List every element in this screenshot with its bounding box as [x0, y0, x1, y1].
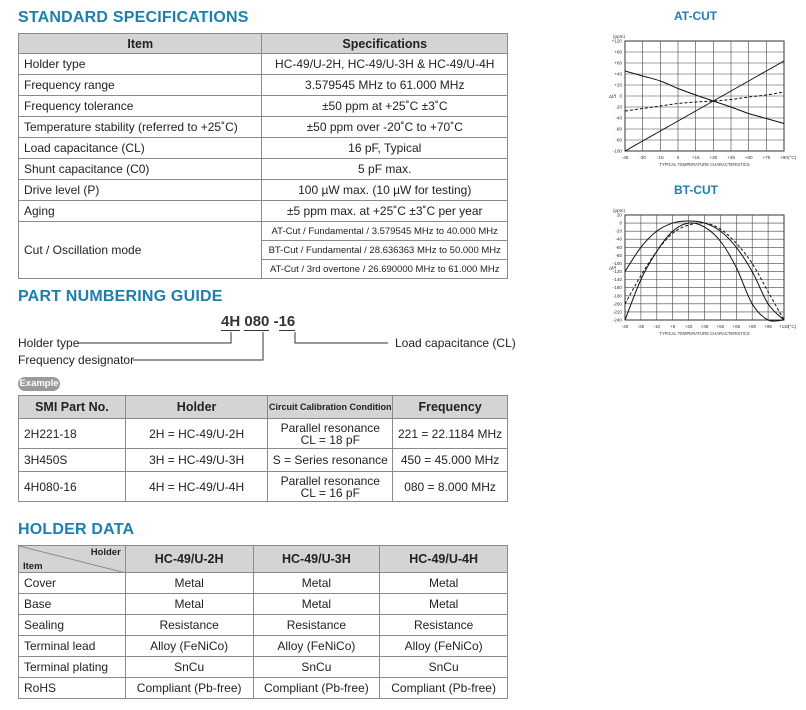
pn-code-frequency: 080 — [244, 313, 270, 330]
x-tick-label: -15 — [657, 155, 664, 160]
hd-value: SnCu — [380, 657, 508, 678]
at-cut-chart-title: AT-CUT — [674, 9, 718, 23]
hd-item: Sealing — [19, 615, 126, 636]
spec-header-specs: Specifications — [262, 34, 508, 54]
y-tick-label: -20 — [615, 104, 622, 110]
hd-value: Metal — [380, 573, 508, 594]
x-tick-label: +110 — [778, 324, 790, 329]
hd-value: Metal — [125, 594, 253, 615]
x-axis-label: TYPICAL TEMPERATURE CHARACTERISTICS — [659, 331, 750, 336]
hd-item: RoHS — [19, 678, 126, 699]
hd-value: Resistance — [125, 615, 253, 636]
y-tick-label: -40 — [615, 115, 622, 121]
spec-row — [19, 54, 508, 75]
hd-value: Metal — [253, 594, 380, 615]
y-tick-label: -80 — [615, 137, 622, 143]
y-tick-label: -40 — [615, 236, 622, 242]
holder-row — [19, 636, 508, 657]
spec-value: 5 pF max. — [262, 159, 508, 180]
hd-value: Metal — [253, 573, 380, 594]
x-tick-label: -30 — [639, 155, 646, 160]
cut-mode-value: BT-Cut / Fundamental / 28.636363 MHz to 50.000 MHz — [262, 241, 508, 260]
ex-frequency: 080 = 8.000 MHz — [393, 472, 508, 502]
x-tick-label: +15 — [691, 155, 700, 160]
ex-holder: 3H = HC-49/U-3H — [125, 449, 268, 472]
spec-table — [18, 33, 508, 279]
spec-item: Frequency range — [19, 75, 262, 96]
y-tick-label: -120 — [612, 269, 622, 275]
ex-condition-line1: Parallel resonance — [280, 473, 380, 488]
spec-row — [19, 180, 508, 201]
spec-row — [19, 159, 508, 180]
holder-row — [19, 573, 508, 594]
spec-item: Load capacitance (CL) — [19, 138, 262, 159]
pn-code-load: 16 — [278, 313, 296, 330]
bt-cut-chart-title: BT-CUT — [674, 183, 718, 197]
ex-condition-line2: CL = 18 pF — [300, 432, 360, 447]
spec-row — [19, 201, 508, 222]
x-tick-label: +65 — [732, 324, 741, 329]
ex-part-number: 2H221-18 — [19, 419, 126, 449]
spec-item: Aging — [19, 201, 262, 222]
y-tick-label: -140 — [612, 277, 622, 283]
spec-row — [19, 75, 508, 96]
y-tick-label: -100 — [612, 260, 622, 266]
x-tick-label: +80 — [748, 324, 757, 329]
pn-code-holder: 4H — [221, 313, 241, 330]
y-tick-label: -60 — [615, 244, 622, 250]
x-tick-label: +35 — [700, 324, 709, 329]
y-tick-label: 0 — [619, 93, 622, 99]
ex-frequency: 450 = 45.000 MHz — [393, 449, 508, 472]
x-tick-label: +95 — [764, 324, 772, 329]
hd-item: Cover — [19, 573, 126, 594]
hd-corner-holder: Holder — [90, 547, 121, 558]
hd-value: Resistance — [253, 615, 380, 636]
ex-condition-line1: S = Series resonance — [272, 453, 388, 467]
y-tick-label: -220 — [612, 309, 622, 315]
x-tick-label: +30 — [709, 155, 718, 160]
spec-row — [19, 96, 508, 117]
y-tick-label: -240 — [612, 317, 622, 323]
ex-header-condition: Circuit Calibration Condition — [268, 396, 393, 419]
holder-row — [19, 615, 508, 636]
hd-corner-cell — [19, 546, 126, 573]
y-tick-label: -60 — [615, 126, 622, 132]
spec-header-item: Item — [19, 34, 262, 54]
example-row — [19, 419, 508, 449]
y-tick-label: +60 — [614, 60, 622, 66]
spec-item: Shunt capacitance (C0) — [19, 159, 262, 180]
spec-value: HC-49/U-2H, HC-49/U-3H & HC-49/U-4H — [262, 54, 508, 75]
x-unit-label: (°C) — [788, 155, 796, 160]
hd-item: Terminal lead — [19, 636, 126, 657]
x-unit-label: (°C) — [788, 324, 796, 329]
hd-value: SnCu — [125, 657, 253, 678]
hd-value: Compliant (Pb-free) — [253, 678, 380, 699]
x-tick-label: -40 — [621, 324, 629, 329]
y-tick-label: -80 — [615, 252, 622, 258]
ex-part-number: 3H450S — [19, 449, 126, 472]
pn-code-dash: - — [273, 313, 279, 330]
spec-value: ±50 ppm at +25˚C ±3˚C — [262, 96, 508, 117]
ex-condition — [268, 419, 393, 449]
x-tick-label: -45 — [621, 155, 629, 160]
ex-condition — [268, 472, 393, 502]
pn-load-capacitance-label: Load capacitance (CL) — [395, 336, 516, 350]
ex-condition-line1: Parallel resonance — [280, 420, 380, 435]
hd-value: Metal — [380, 594, 508, 615]
ex-header-frequency: Frequency — [393, 396, 508, 419]
spec-value: ±50 ppm over -20˚C to +70˚C — [262, 117, 508, 138]
holder-row — [19, 657, 508, 678]
x-tick-label: -10 — [653, 324, 661, 329]
y-tick-label: 0 — [619, 220, 622, 226]
hd-value: Alloy (FeNiCo) — [253, 636, 380, 657]
ex-holder: 4H = HC-49/U-4H — [125, 472, 268, 502]
spec-row — [19, 138, 508, 159]
y-tick-label: -180 — [612, 293, 622, 299]
y-axis-label: Δf/f — [609, 265, 616, 271]
ex-condition-line2: CL = 16 pF — [300, 485, 360, 500]
y-axis-label: Δf/f — [609, 94, 616, 99]
ex-part-number: 4H080-16 — [19, 472, 126, 502]
x-tick-label: +75 — [762, 155, 771, 160]
hd-value: Alloy (FeNiCo) — [125, 636, 253, 657]
y-tick-label: -100 — [612, 148, 622, 154]
part-number-code — [221, 313, 295, 330]
y-tick-label: 20 — [616, 212, 622, 218]
spec-item: Frequency tolerance — [19, 96, 262, 117]
pn-frequency-designator-label: Frequency designator — [18, 353, 135, 367]
hd-value: Metal — [125, 573, 253, 594]
spec-value: 16 pF, Typical — [262, 138, 508, 159]
x-tick-label: +90 — [780, 155, 788, 160]
cut-mode-value: AT-Cut / Fundamental / 3.579545 MHz to 40.000 MHz — [262, 222, 508, 241]
y-tick-label: -200 — [612, 301, 622, 307]
x-axis-label: TYPICAL TEMPERATURE CHARACTERISTICS — [659, 162, 750, 167]
hd-section-title: HOLDER DATA — [18, 521, 135, 538]
y-unit-label: (ppm) — [613, 208, 625, 213]
spec-row — [19, 117, 508, 138]
y-tick-label: +120 — [611, 38, 622, 44]
x-tick-label: +60 — [744, 155, 753, 160]
spec-value: 100 µW max. (10 µW for testing) — [262, 180, 508, 201]
example-badge: Example — [19, 378, 59, 389]
y-tick-label: +40 — [614, 71, 622, 77]
y-tick-label: +20 — [614, 82, 622, 88]
hd-value: Compliant (Pb-free) — [380, 678, 508, 699]
y-tick-label: +80 — [614, 49, 622, 55]
cut-mode-row — [19, 222, 508, 241]
spec-item: Holder type — [19, 54, 262, 75]
x-tick-label: -25 — [637, 324, 645, 329]
holder-row — [19, 678, 508, 699]
hd-value: Compliant (Pb-free) — [125, 678, 253, 699]
hd-corner-item: Item — [23, 561, 43, 572]
x-tick-label: +20 — [684, 324, 693, 329]
cut-mode-item: Cut / Oscillation mode — [19, 222, 262, 279]
hd-item: Terminal plating — [19, 657, 126, 678]
holder-row — [19, 594, 508, 615]
ex-frequency: 221 = 22.1184 MHz — [393, 419, 508, 449]
example-table — [18, 395, 508, 502]
pn-holder-type-label: Holder type — [18, 336, 80, 350]
ex-header-holder: Holder — [125, 396, 268, 419]
example-row — [19, 449, 508, 472]
x-tick-label: +50 — [716, 324, 725, 329]
ex-header-part: SMI Part No. — [19, 396, 126, 419]
x-tick-label: +5 — [670, 324, 676, 329]
spec-section-title: STANDARD SPECIFICATIONS — [18, 9, 249, 26]
hd-header-4h: HC-49/U-4H — [380, 546, 508, 573]
cut-mode-value: AT-Cut / 3rd overtone / 26.690000 MHz to 61.000 MHz — [262, 260, 508, 279]
at-cut-chart — [596, 25, 796, 175]
hd-value: SnCu — [253, 657, 380, 678]
bt-cut-chart — [596, 199, 796, 339]
holder-data-table — [18, 545, 508, 699]
ex-condition — [268, 449, 393, 472]
example-row — [19, 472, 508, 502]
spec-value: ±5 ppm max. at +25˚C ±3˚C per year — [262, 201, 508, 222]
x-tick-label: +45 — [727, 155, 735, 160]
spec-value: 3.579545 MHz to 61.000 MHz — [262, 75, 508, 96]
y-unit-label: (ppm) — [613, 34, 625, 39]
y-tick-label: -160 — [612, 285, 622, 291]
spec-item: Temperature stability (referred to +25˚C) — [19, 117, 262, 138]
x-tick-label: 0 — [676, 155, 680, 160]
hd-item: Base — [19, 594, 126, 615]
spec-item: Drive level (P) — [19, 180, 262, 201]
hd-value: Resistance — [380, 615, 508, 636]
ex-holder: 2H = HC-49/U-2H — [125, 419, 268, 449]
pn-section-title: PART NUMBERING GUIDE — [18, 288, 223, 305]
hd-header-2h: HC-49/U-2H — [125, 546, 253, 573]
hd-value: Alloy (FeNiCo) — [380, 636, 508, 657]
hd-header-3h: HC-49/U-3H — [253, 546, 380, 573]
y-tick-label: -20 — [615, 228, 622, 234]
